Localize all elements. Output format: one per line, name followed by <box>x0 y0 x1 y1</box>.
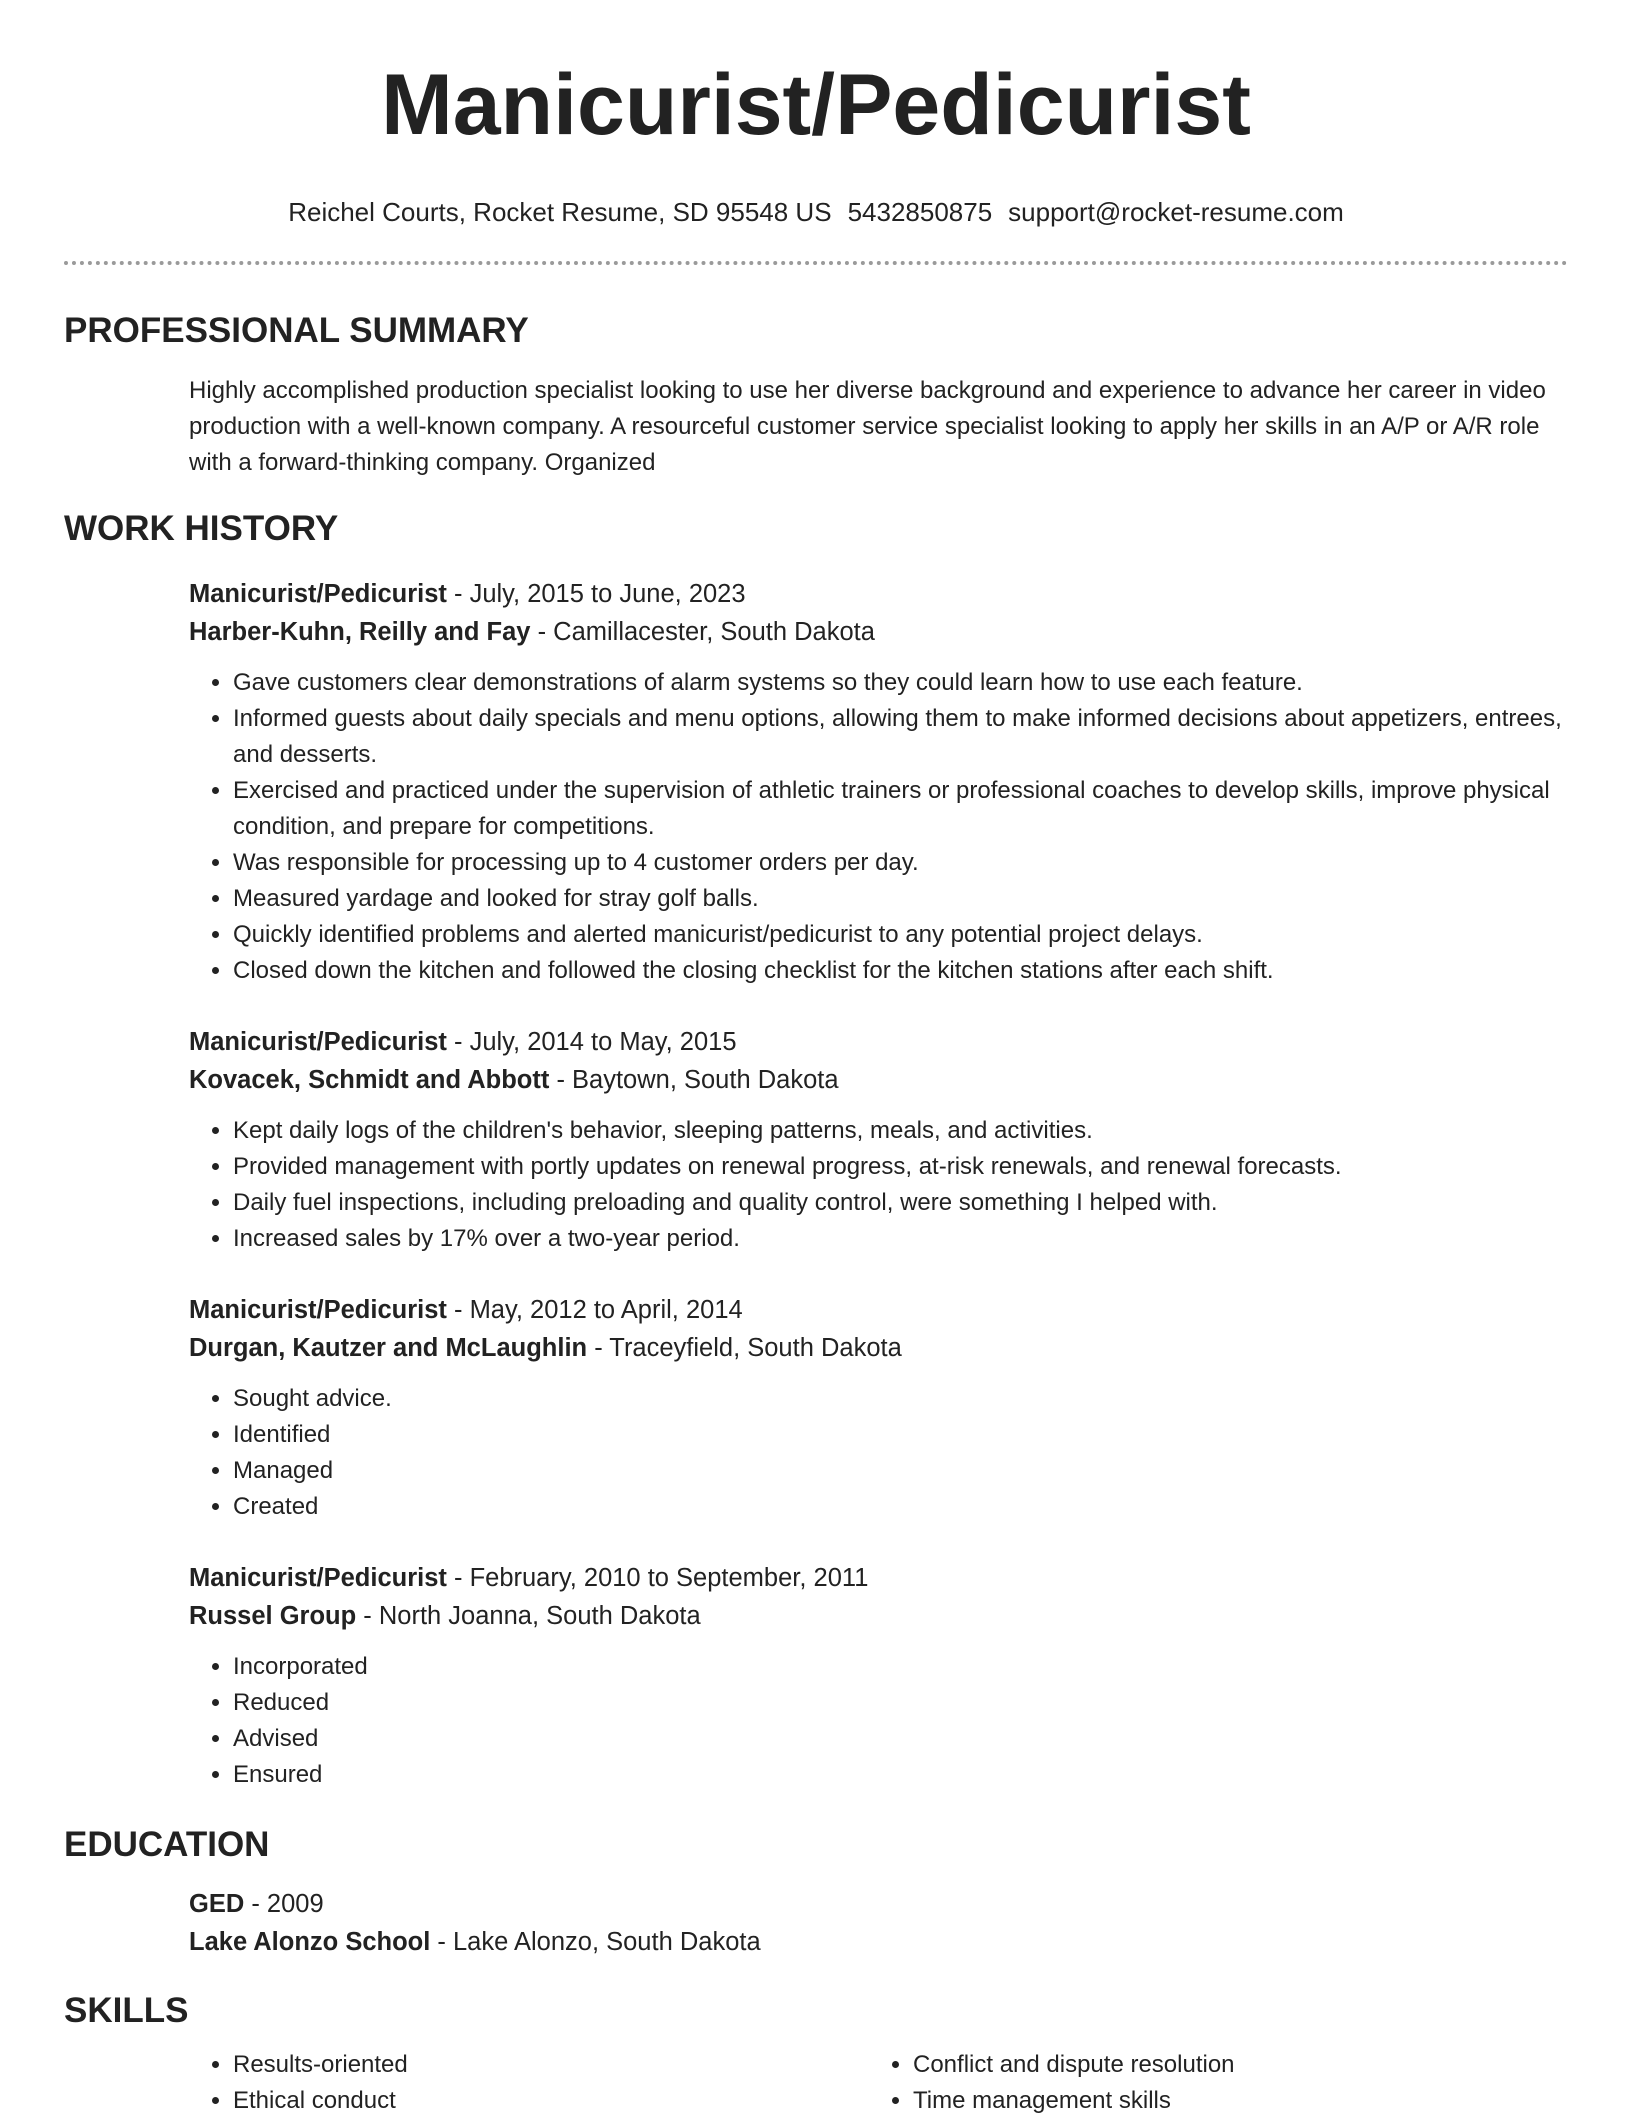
job-entry <box>189 1023 1568 1257</box>
job-entry <box>189 1559 1568 1793</box>
summary-text: Highly accomplished production specialist looking to use her diverse background and experience to advance her career in video production with a well-known company. A resourceful customer service specialist looking to apply her skills in an A/P or A/R role with a forward-thinking company. Organized <box>189 377 1546 476</box>
job-company-line <box>189 613 1568 651</box>
job-bullet: • Exercised and practiced under the supervision of athletic trainers or professional coaches to develop skills, improve physical condition, and prepare for competitions. <box>233 773 1568 845</box>
job-dates: - February, 2010 to September, 2011 <box>446 1564 869 1592</box>
job-role: Manicurist/Pedicurist <box>189 580 447 608</box>
job-location: - Camillacester, South Dakota <box>530 618 875 646</box>
job-entry <box>189 575 1568 989</box>
section-title-skills: SKILLS <box>64 1991 189 2030</box>
job-bullet: • Daily fuel inspections, including preloading and quality control, were something I helped with. <box>233 1185 1568 1221</box>
education-degree-line <box>189 1885 1568 1923</box>
section-title-work-history: WORK HISTORY <box>64 509 339 548</box>
job-role: Manicurist/Pedicurist <box>189 1296 447 1324</box>
job-bullets <box>189 1381 1568 1525</box>
education-school: Lake Alonzo School <box>189 1928 431 1956</box>
job-bullet: • Created <box>233 1489 1568 1525</box>
job-company: Durgan, Kautzer and McLaughlin <box>189 1334 588 1362</box>
job-bullet: • Informed guests about daily specials and menu options, allowing them to make informed decisions about appetizers, entrees, and desserts. <box>233 701 1568 773</box>
education-entry <box>189 1885 1568 1961</box>
job-company-line <box>189 1061 1568 1099</box>
job-location: - Baytown, South Dakota <box>549 1066 839 1094</box>
job-bullet: • Incorporated <box>233 1649 1568 1685</box>
skill-item: • Time management skills <box>913 2083 1549 2119</box>
resume-page <box>64 0 1568 2119</box>
skill-item: • Conflict and dispute resolution <box>913 2047 1549 2083</box>
resume-name: Manicurist/Pedicurist <box>381 57 1251 153</box>
job-bullet: • Identified <box>233 1417 1568 1453</box>
job-bullet: • Managed <box>233 1453 1568 1489</box>
job-entry <box>189 1291 1568 1525</box>
job-role: Manicurist/Pedicurist <box>189 1028 447 1056</box>
job-bullet: • Gave customers clear demonstrations of alarm systems so they could learn how to use each feature. <box>233 665 1568 701</box>
job-bullet: • Reduced <box>233 1685 1568 1721</box>
job-bullets <box>189 1649 1568 1793</box>
job-bullet: • Provided management with portly updates on renewal progress, at-risk renewals, and renewal forecasts. <box>233 1149 1568 1185</box>
job-bullets <box>189 665 1568 989</box>
job-bullet: • Closed down the kitchen and followed the closing checklist for the kitchen stations after each shift. <box>233 953 1568 989</box>
skills-column-left <box>189 2047 869 2119</box>
job-title-line <box>189 575 1568 613</box>
job-role: Manicurist/Pedicurist <box>189 1564 447 1592</box>
header-divider <box>64 261 1568 265</box>
job-bullet: • Advised <box>233 1721 1568 1757</box>
skills-list <box>189 2047 1568 2119</box>
job-dates: - July, 2014 to May, 2015 <box>446 1028 737 1056</box>
job-company-line <box>189 1597 1568 1635</box>
job-title-line <box>189 1023 1568 1061</box>
job-bullet: • Increased sales by 17% over a two-year period. <box>233 1221 1568 1257</box>
job-bullet: • Sought advice. <box>233 1381 1568 1417</box>
contact-line <box>64 197 1568 227</box>
job-bullets <box>189 1113 1568 1257</box>
job-bullet: • Kept daily logs of the children's behavior, sleeping patterns, meals, and activities. <box>233 1113 1568 1149</box>
job-bullet: • Quickly identified problems and alerted manicurist/pedicurist to any potential project delays. <box>233 917 1568 953</box>
job-location: - North Joanna, South Dakota <box>356 1602 701 1630</box>
contact-address: Reichel Courts, Rocket Resume, SD 95548 US <box>288 197 832 227</box>
job-title-line <box>189 1291 1568 1329</box>
job-company-line <box>189 1329 1568 1367</box>
work-history-list <box>189 575 1568 1793</box>
skills-column-right <box>869 2047 1549 2119</box>
job-company: Kovacek, Schmidt and Abbott <box>189 1066 550 1094</box>
job-location: - Traceyfield, South Dakota <box>587 1334 902 1362</box>
job-bullet: • Measured yardage and looked for stray golf balls. <box>233 881 1568 917</box>
job-company: Russel Group <box>189 1602 357 1630</box>
job-dates: - May, 2012 to April, 2014 <box>446 1296 743 1324</box>
job-dates: - July, 2015 to June, 2023 <box>446 580 746 608</box>
skill-item: • Ethical conduct <box>233 2083 869 2119</box>
job-company: Harber-Kuhn, Reilly and Fay <box>189 618 531 646</box>
contact-email: support@rocket-resume.com <box>1008 197 1344 227</box>
skill-item: • Results-oriented <box>233 2047 869 2083</box>
job-bullet: • Was responsible for processing up to 4 customer orders per day. <box>233 845 1568 881</box>
job-title-line <box>189 1559 1568 1597</box>
section-title-education: EDUCATION <box>64 1825 270 1864</box>
contact-phone: 5432850875 <box>847 197 993 227</box>
education-school-line <box>189 1923 1568 1961</box>
education-year: - 2009 <box>244 1890 324 1918</box>
education-location: - Lake Alonzo, South Dakota <box>430 1928 761 1956</box>
job-bullet: • Ensured <box>233 1757 1568 1793</box>
education-degree: GED <box>189 1890 245 1918</box>
section-title-summary: PROFESSIONAL SUMMARY <box>64 311 529 350</box>
